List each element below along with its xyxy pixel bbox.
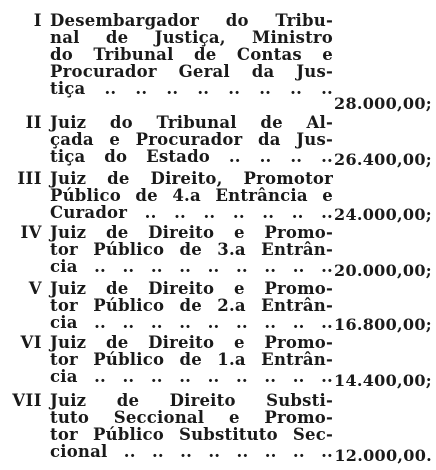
row-text-line: cia .. .. .. .. .. .. .. .. .. <box>50 313 333 332</box>
row-text-line: tiça .. .. .. .. .. .. .. .. <box>50 79 333 98</box>
row-level: III <box>17 169 42 188</box>
row-text-line: Juiz de Direito e Promo- <box>50 333 333 352</box>
row-text-line: Juiz de Direito e Promo- <box>50 279 333 298</box>
row-value: 28.000,00; <box>334 94 432 113</box>
row-text-line: Juiz do Tribunal de Al- <box>50 113 333 132</box>
row-text-line: tiça do Estado .. .. .. .. <box>50 147 333 166</box>
row-text-line: Curador .. .. .. .. .. .. .. <box>50 203 333 222</box>
row-text-line: cional .. .. .. .. .. .. .. .. <box>50 442 333 461</box>
row-level: II <box>25 113 42 132</box>
row-level: IV <box>20 223 42 242</box>
row-level: VI <box>20 333 42 352</box>
row-value: 24.000,00; <box>334 205 432 224</box>
row-text-line: Juiz de Direito Substi- <box>50 391 333 410</box>
row-text-line: cia .. .. .. .. .. .. .. .. .. <box>50 257 333 276</box>
row-text-line: Juiz de Direito e Promo- <box>50 223 333 242</box>
row-text-line: cia .. .. .. .. .. .. .. .. .. <box>50 367 333 386</box>
row-text-line: do Tribunal de Contas e <box>50 45 333 64</box>
row-value: 16.800,00; <box>334 315 432 334</box>
row-text-line: tor Público de 1.a Entrân- <box>50 350 333 369</box>
row-text-line: Procurador Geral da Jus- <box>50 62 333 81</box>
row-text-line: çada e Procurador da Jus- <box>50 130 333 149</box>
row-text-line: Juiz de Direito, Promotor <box>50 169 333 188</box>
row-value: 26.400,00; <box>334 150 432 169</box>
row-text-line: tor Público Substituto Sec- <box>50 425 333 444</box>
row-value: 12.000,00. <box>334 446 432 465</box>
row-text-line: tor Público de 3.a Entrân- <box>50 240 333 259</box>
row-text-line: nal de Justiça, Ministro <box>50 28 333 47</box>
row-text-line: tuto Seccional e Promo- <box>50 408 333 427</box>
row-text-line: Público de 4.a Entrância e <box>50 186 333 205</box>
row-value: 20.000,00; <box>334 261 432 280</box>
row-text-line: Desembargador do Tribu- <box>50 11 333 30</box>
row-level: VII <box>12 391 42 410</box>
row-text-line: tor Público de 2.a Entrân- <box>50 296 333 315</box>
row-level: I <box>33 11 42 30</box>
row-value: 14.400,00; <box>334 371 432 390</box>
row-level: V <box>28 279 42 298</box>
